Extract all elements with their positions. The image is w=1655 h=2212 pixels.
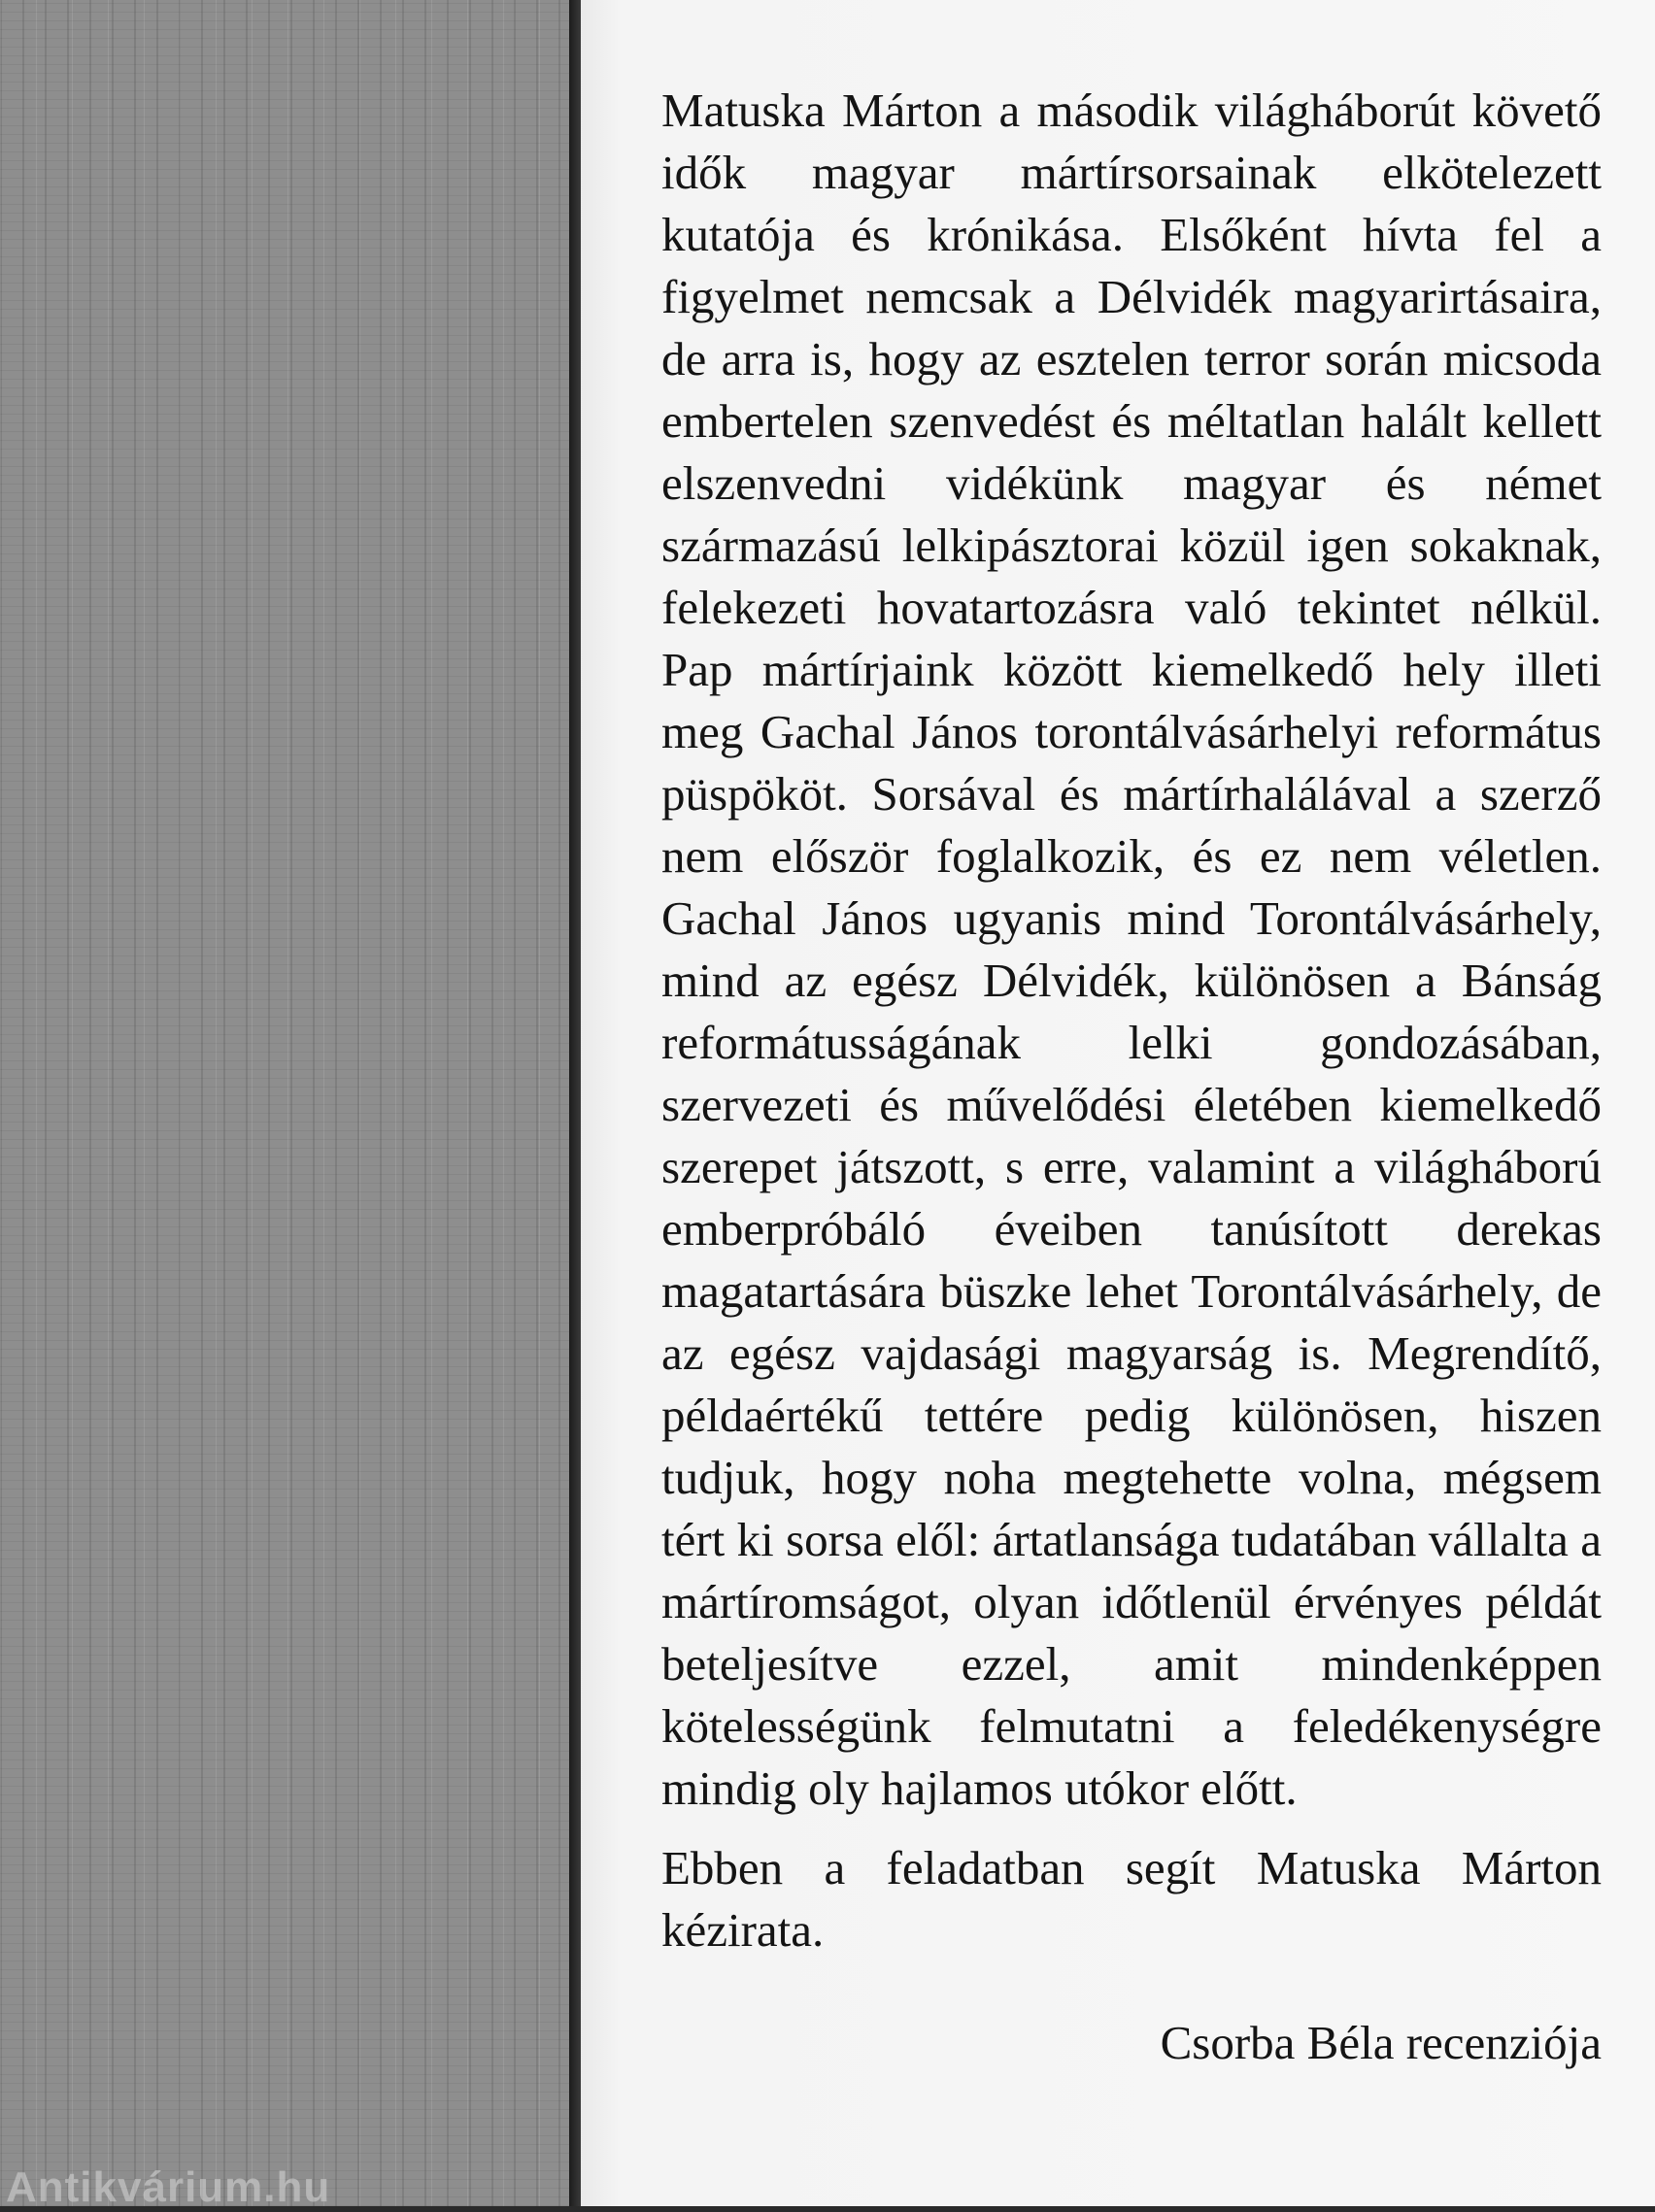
watermark: Antikvárium.hu [6,2163,331,2211]
book-spine [0,0,569,2211]
blurb-paragraph-1: Matuska Márton a második világháborút követő idők magyar mártírsorsainak elkötelezett kutatója és krónikása. Elsőként hívta fel a figyelmet nemcsak a Délvidék magyarirtásaira, de arra is, hogy az esztelen terror során micsoda embertelen szenvedést és méltatlan halált kellett elszenvedni vidékünk magyar és német származású lelkipásztorai közül igen sokaknak, felekezeti hovatartozásra való tekintet nélkül. Pap mártírjaink között kiemelkedő hely illeti meg Gachal János torontálvásárhelyi református püspököt. Sorsával és mártírhalálával a szerző nem először foglalkozik, és ez nem véletlen. Gachal János ugyanis mind Torontálvásárhely, mind az egész Délvidék, különösen a Bánság reformátusságának lelki gondozásában, szervezeti és művelődési életében kiemelkedő szerepet játszott, s erre, valamint a világháború emberpróbáló éveiben tanúsított derekas magatartására büszke lehet Torontálvásárhely, de az egész vajdasági magyarság is. Megrendítő, példaértékű tettére pedig különösen, hiszen tudjuk, hogy noha megtehette volna, mégsem tért ki sorsa elől: ártatlansága tudatában vállalta a mártíromságot, olyan időtlenül érvényes példát beteljesítve ezzel, amit mindenképpen kötelességünk felmutatni a feledékenységre mindig oly hajlamos utókor előtt. [661,84,1602,1815]
blurb-text [661,80,1602,1961]
review-attribution: Csorba Béla recenziója [1160,2016,1602,2069]
page-gutter [569,0,581,2206]
blurb-paragraph-2: Ebben a feladatban segít Matuska Márton kézirata. [661,1841,1602,1957]
